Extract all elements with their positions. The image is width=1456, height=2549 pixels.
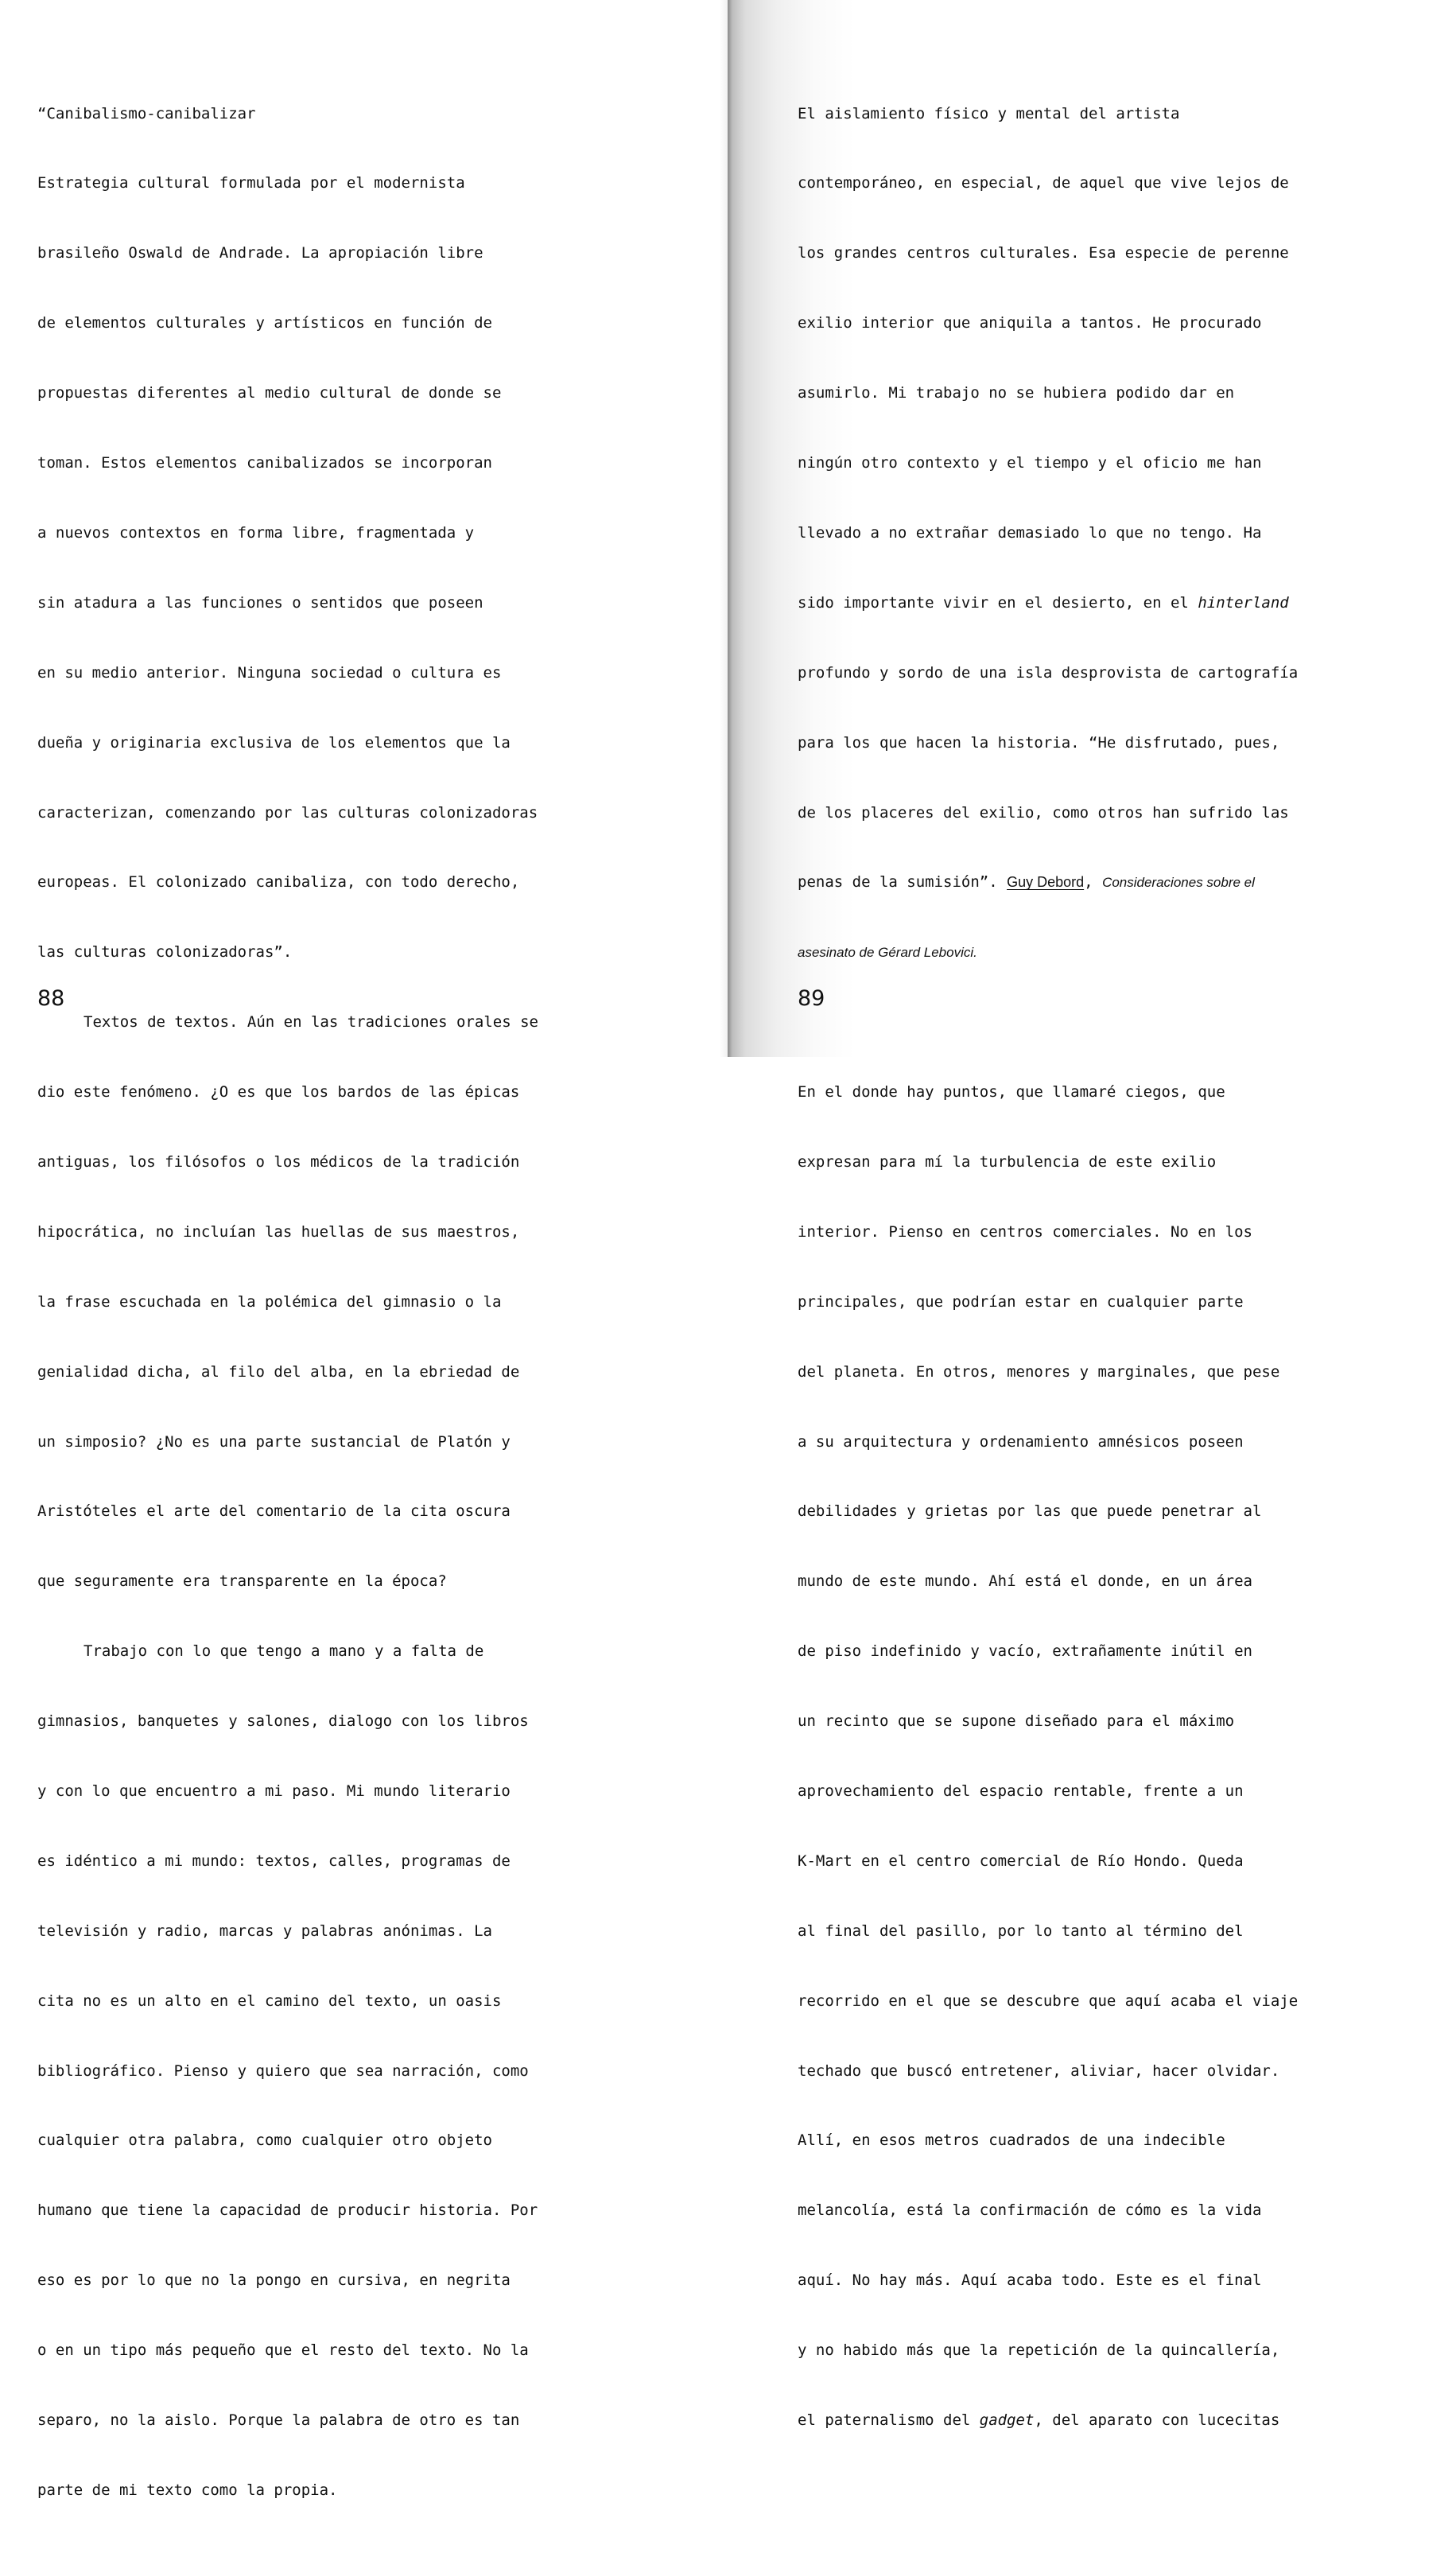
text-line: la frase escuchada en la polémica del gimnasio o la: [37, 1292, 502, 1311]
text-line: recorrido en el que se descubre que aquí acaba el viaje: [798, 1991, 1299, 2010]
text-line: para los que hacen la historia. “He disfrutado, pues,: [798, 733, 1280, 752]
text-line: o en un tipo más pequeño que el resto del texto. No la: [37, 2341, 529, 2360]
text-line: a nuevos contextos en forma libre, fragmentada y: [37, 523, 475, 542]
text-line: parte de mi texto como la propia.: [37, 2481, 338, 2499]
text-line: y con lo que encuentro a mi paso. Mi mundo literario: [37, 1782, 511, 1800]
text-line: techado que buscó entretener, aliviar, hacer olvidar.: [798, 2061, 1280, 2080]
citation-title: Consideraciones sobre el: [1102, 875, 1255, 891]
text-span: penas de la sumisión”.: [798, 873, 1008, 892]
text-span: ,: [1084, 873, 1103, 892]
citation-author-link[interactable]: Guy Debord: [1007, 874, 1085, 891]
text-line: Allí, en esos metros cuadrados de una indecible: [798, 2131, 1225, 2150]
italic-term: hinterland: [1198, 593, 1289, 612]
text-line: dio este fenómeno. ¿O es que los bardos de las épicas: [37, 1083, 520, 1102]
text-line: bibliográfico. Pienso y quiero que sea narración, como: [37, 2061, 529, 2080]
text-line: K-Mart en el centro comercial de Río Hondo. Queda: [798, 1852, 1244, 1870]
text-line: melancolía, está la confirmación de cómo es la vida: [798, 2201, 1262, 2220]
text-line: los grandes centros culturales. Esa especie de perenne: [798, 244, 1289, 262]
text-line: que seguramente era transparente en la época?: [37, 1572, 447, 1591]
text-line: brasileño Oswald de Andrade. La apropiación libre: [37, 244, 483, 262]
text-line: El aislamiento físico y mental del artista: [798, 104, 1180, 122]
left-page: [0, 0, 728, 2499]
text-line: [798, 941, 1298, 964]
text-line: separo, no la aislo. Porque la palabra de otro es tan: [37, 2411, 520, 2429]
text-line: Aristóteles el arte del comentario de la cita oscura: [37, 1502, 511, 1521]
text-span: sido importante vivir en el desierto, en el: [798, 593, 1198, 612]
page-number: 88: [37, 986, 65, 1011]
text-line: genialidad dicha, al filo del alba, en la ebriedad de: [37, 1362, 520, 1381]
text-line: europeas. El colonizado canibaliza, con todo derecho,: [37, 873, 520, 892]
text-line: antiguas, los filósofos o los médicos de la tradición: [37, 1152, 520, 1171]
text-line: humano que tiene la capacidad de producir historia. Por: [37, 2201, 538, 2220]
text-line: principales, que podrían estar en cualquier parte: [798, 1292, 1244, 1311]
citation-title: asesinato de Gérard Lebovici.: [798, 945, 977, 961]
text-line: Textos de textos. Aún en las tradiciones orales se: [83, 1013, 538, 1032]
text-line: [798, 2409, 1298, 2432]
text-line: “Canibalismo-canibalizar: [37, 104, 256, 122]
text-line: del planeta. En otros, menores y marginales, que pese: [798, 1362, 1280, 1381]
text-line: es idéntico a mi mundo: textos, calles, programas de: [37, 1852, 511, 1870]
text-line: a su arquitectura y ordenamiento amnésicos poseen: [798, 1432, 1244, 1451]
text-line: las culturas colonizadoras”.: [37, 943, 293, 962]
italic-term: gadget: [979, 2411, 1035, 2429]
text-line: aprovechamiento del espacio rentable, frente a un: [798, 1782, 1244, 1800]
text-line: Trabajo con lo que tengo a mano y a falta de: [83, 1642, 484, 1661]
text-line: propuestas diferentes al medio cultural de donde se: [37, 384, 502, 402]
text-line: debilidades y grietas por las que puede penetrar al: [798, 1502, 1262, 1521]
text-line: un recinto que se supone diseñado para el máximo: [798, 1712, 1235, 1731]
text-line: dueña y originaria exclusiva de los elementos que la: [37, 733, 511, 752]
text-line: interior. Pienso en centros comerciales. No en los: [798, 1222, 1252, 1241]
text-span: , del aparato con lucecitas: [1034, 2411, 1280, 2429]
text-line: asumirlo. Mi trabajo no se hubiera podido dar en: [798, 384, 1235, 402]
right-page: [728, 0, 1456, 2429]
text-line: eso es por lo que no la pongo en cursiva, en negrita: [37, 2271, 511, 2290]
text-line: expresan para mí la turbulencia de este exilio: [798, 1152, 1217, 1171]
text-line: En el donde hay puntos, que llamaré ciegos, que: [798, 1083, 1225, 1102]
text-line: cita no es un alto en el camino del texto, un oasis: [37, 1991, 502, 2010]
text-line: aquí. No hay más. Aquí acaba todo. Este es el final: [798, 2271, 1262, 2290]
text-line: ningún otro contexto y el tiempo y el oficio me han: [798, 454, 1262, 472]
right-page-text: [798, 56, 1298, 2479]
text-line: profundo y sordo de una isla desprovista de cartografía: [798, 663, 1299, 682]
blank-line: [798, 1011, 1298, 1034]
text-line: de piso indefinido y vacío, extrañamente inútil en: [798, 1642, 1252, 1661]
text-line: llevado a no extrañar demasiado lo que no tengo. Ha: [798, 523, 1262, 542]
text-line: mundo de este mundo. Ahí está el donde, en un área: [798, 1572, 1252, 1591]
text-line: contemporáneo, en especial, de aquel que vive lejos de: [798, 174, 1289, 192]
text-line: [798, 871, 1298, 894]
text-line: de los placeres del exilio, como otros han sufrido las: [798, 803, 1289, 822]
text-line: exilio interior que aniquila a tantos. He procurado: [798, 314, 1262, 332]
gutter-shadow: [720, 0, 728, 1057]
text-line: [798, 592, 1298, 615]
text-line: en su medio anterior. Ninguna sociedad o cultura es: [37, 663, 502, 682]
text-line: toman. Estos elementos canibalizados se incorporan: [37, 454, 492, 472]
text-line: y no habido más que la repetición de la quincallería,: [798, 2341, 1280, 2360]
text-line: gimnasios, banquetes y salones, dialogo con los libros: [37, 1712, 529, 1731]
text-line: Estrategia cultural formulada por el modernista: [37, 174, 465, 192]
text-line: un simposio? ¿No es una parte sustancial de Platón y: [37, 1432, 511, 1451]
text-line: cualquier otra palabra, como cualquier otro objeto: [37, 2131, 492, 2150]
page-number: 89: [798, 986, 825, 1011]
text-span: el paternalismo del: [798, 2411, 980, 2429]
text-line: de elementos culturales y artísticos en función de: [37, 314, 492, 332]
text-line: caracterizan, comenzando por las culturas colonizadoras: [37, 803, 538, 822]
text-line: hipocrática, no incluían las huellas de sus maestros,: [37, 1222, 520, 1241]
text-line: sin atadura a las funciones o sentidos que poseen: [37, 593, 483, 612]
text-line: al final del pasillo, por lo tanto al término del: [798, 1921, 1244, 1940]
left-page-text: [37, 56, 538, 2549]
text-line: televisión y radio, marcas y palabras anónimas. La: [37, 1921, 492, 1940]
